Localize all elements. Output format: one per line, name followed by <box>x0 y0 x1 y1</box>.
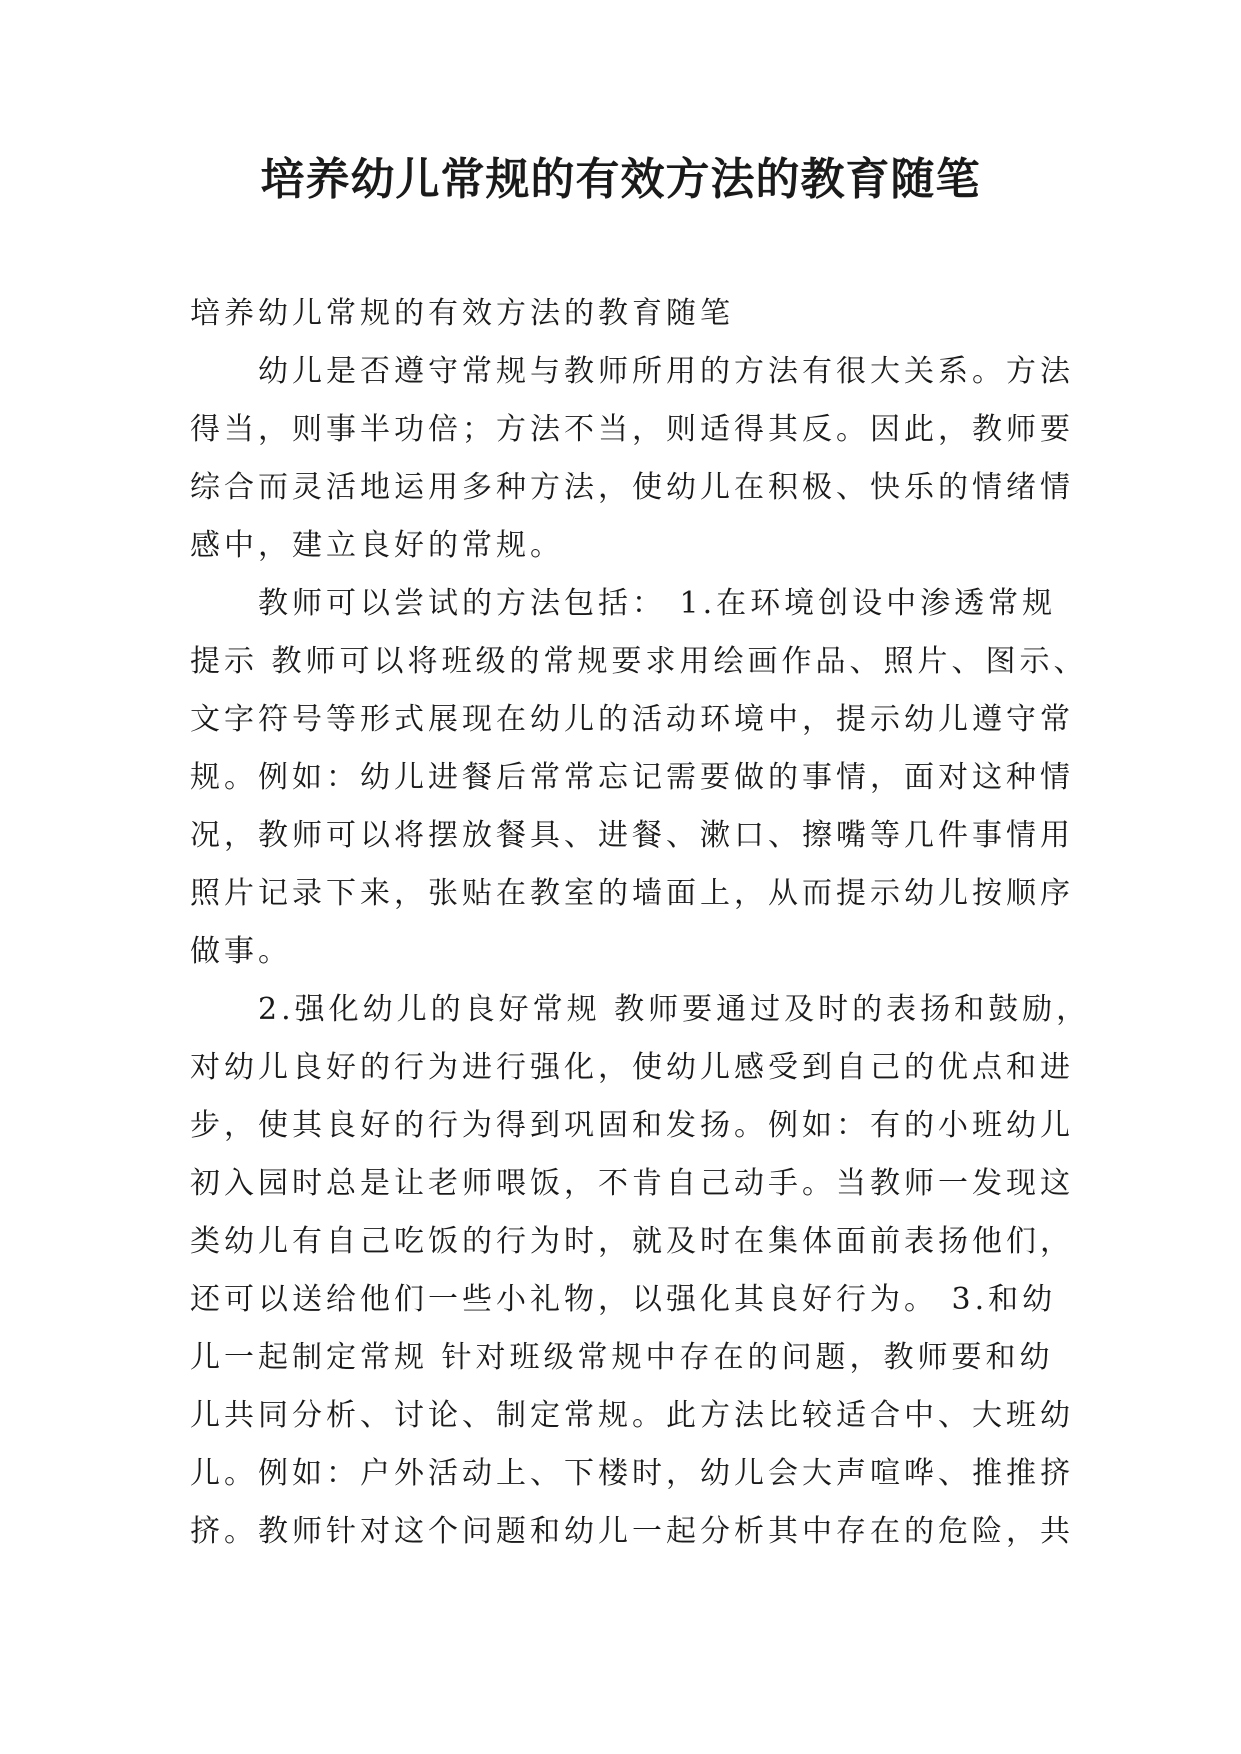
paragraph-line: 规。例如：幼儿进餐后常常忘记需要做的事情，面对这种情 <box>190 760 1074 795</box>
paragraph-line: 儿一起制定常规 针对班级常规中存在的问题，教师要和幼 <box>190 1340 1054 1375</box>
paragraph-line: 挤。教师针对这个问题和幼儿一起分析其中存在的危险，共 <box>190 1514 1074 1549</box>
paragraph-line: 综合而灵活地运用多种方法，使幼儿在积极、快乐的情绪情 <box>190 470 1074 505</box>
document-title: 培养幼儿常规的有效方法的教育随笔 <box>260 154 981 205</box>
paragraph-line: 文字符号等形式展现在幼儿的活动环境中，提示幼儿遵守常 <box>190 702 1074 737</box>
paragraph-line: 幼儿是否遵守常规与教师所用的方法有很大关系。方法 <box>258 354 1074 389</box>
paragraph-line: 类幼儿有自己吃饭的行为时，就及时在集体面前表扬他们， <box>190 1224 1074 1259</box>
paragraph-line: 还可以送给他们一些小礼物，以强化其良好行为。 3.和幼 <box>190 1282 1057 1317</box>
paragraph-line: 儿。例如：户外活动上、下楼时，幼儿会大声喧哗、推推挤 <box>190 1456 1074 1491</box>
paragraph-line: 教师可以尝试的方法包括： 1.在环境创设中渗透常规 <box>258 586 1057 621</box>
paragraph-line: 2.强化幼儿的良好常规 教师要通过及时的表扬和鼓励， <box>258 992 1091 1027</box>
paragraph-line: 况，教师可以将摆放餐具、进餐、漱口、擦嘴等几件事情用 <box>190 818 1074 853</box>
paragraph-line: 做事。 <box>190 934 292 969</box>
paragraph-line: 照片记录下来，张贴在教室的墙面上，从而提示幼儿按顺序 <box>190 876 1074 911</box>
subtitle-line: 培养幼儿常规的有效方法的教育随笔 <box>190 296 734 331</box>
paragraph-line: 得当，则事半功倍；方法不当，则适得其反。因此，教师要 <box>190 412 1074 447</box>
document-body <box>190 285 1091 1561</box>
paragraph-line: 步，使其良好的行为得到巩固和发扬。例如：有的小班幼儿 <box>190 1108 1074 1143</box>
paragraph-line: 感中，建立良好的常规。 <box>190 528 564 563</box>
paragraph-line: 儿共同分析、讨论、制定常规。此方法比较适合中、大班幼 <box>190 1398 1074 1433</box>
paragraph-line: 初入园时总是让老师喂饭，不肯自己动手。当教师一发现这 <box>190 1166 1074 1201</box>
paragraph-line: 对幼儿良好的行为进行强化，使幼儿感受到自己的优点和进 <box>190 1050 1074 1085</box>
paragraph-line: 提示 教师可以将班级的常规要求用绘画作品、照片、图示、 <box>190 644 1088 679</box>
